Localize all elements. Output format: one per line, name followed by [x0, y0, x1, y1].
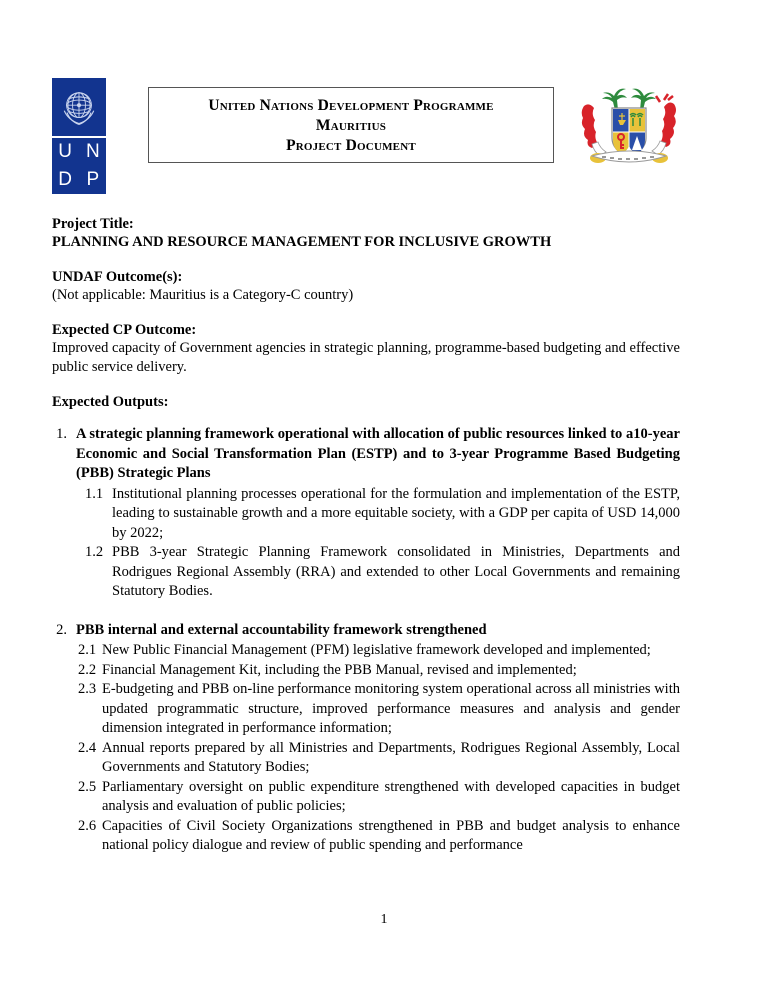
undaf-outcome-label: UNDAF Outcome(s): [52, 269, 183, 285]
subitem-text: Parliamentary oversight on public expenditure strengthened with developed capacities in budget analysis and evaluation of public policies; [102, 778, 680, 814]
subitem-text: E-budgeting and PBB on-line performance monitoring system operational across all ministries with updated programmatic structure, improved performance measures and analysis and gender dimension integrated in performance information; [102, 681, 680, 736]
output-item-2 [52, 621, 680, 856]
output-number: 2. [56, 621, 67, 638]
list-item [52, 641, 680, 661]
list-item [52, 543, 680, 602]
subitem-text: PBB 3-year Strategic Planning Framework consolidated in Ministries, Departments and Rodrigues Regional Assembly (RRA) and extended to other Local Governments and remaining Statutory Bodies. [112, 544, 680, 599]
output-heading: PBB internal and external accountability framework strengthened [76, 621, 487, 638]
undp-letter-grid [52, 138, 106, 194]
undp-letter-n: N [80, 138, 106, 165]
output-item-1 [52, 425, 680, 602]
output-subitem-list [52, 641, 680, 856]
subitem-number: 2.2 [78, 661, 97, 678]
list-item [52, 680, 680, 739]
subitem-number: 1.2 [85, 544, 104, 560]
output-heading-row [52, 621, 680, 641]
subitem-number: 2.5 [78, 778, 97, 795]
cp-outcome-label: Expected CP Outcome: [52, 322, 197, 338]
subitem-number: 2.1 [78, 642, 97, 658]
undp-letter-u: U [52, 138, 78, 165]
list-item [52, 485, 680, 544]
project-title-value: PLANNING AND RESOURCE MANAGEMENT FOR INCLUSIVE GROWTH [52, 234, 552, 250]
output-number: 1. [56, 426, 67, 442]
output-heading-row [52, 425, 680, 484]
subitem-text: Institutional planning processes operational for the formulation and implementation of the ESTP, leading to sustainable growth and a more equitable society, with a GDP per capita of USD 14,000 by 2022; [112, 485, 680, 541]
header-title-line-2: Mauritius [315, 117, 387, 134]
subitem-text: Capacities of Civil Society Organizations strengthened in PBB and budget analysis to enhance national policy dialogue and review of public spending and performance [102, 817, 680, 853]
document-header [52, 78, 682, 198]
list-item [52, 778, 680, 817]
list-item [52, 661, 680, 681]
page-footer [0, 912, 768, 928]
document-body [52, 215, 680, 856]
spacer [52, 304, 680, 321]
undp-letter-d: D [52, 166, 78, 193]
subitem-number: 2.3 [78, 681, 97, 697]
output-subitem-list [52, 485, 680, 602]
cp-outcome-text: Improved capacity of Government agencies in strategic planning, programme-based budgeting and effective public service delivery. [52, 340, 680, 375]
undaf-outcome-value: (Not applicable: Mauritius is a Category-C country) [52, 287, 354, 303]
subitem-number: 2.4 [78, 739, 97, 756]
subitem-number: 2.6 [78, 817, 97, 834]
header-title-line-1: United Nations Development Programme [208, 97, 494, 114]
mauritius-coat-of-arms-icon [576, 82, 682, 172]
subitem-text: New Public Financial Management (PFM) legislative framework developed and implemented; [102, 642, 651, 658]
spacer [52, 411, 680, 425]
expected-outputs-label: Expected Outputs: [52, 394, 169, 410]
undp-letter-p: P [80, 166, 106, 193]
output-heading: A strategic planning framework operational with allocation of public resources linked to a10-year Economic and Social Transformation Plan (ESTP) and to 3-year Programme Based Budgeting (PBB) Strategic Plans [76, 426, 680, 481]
header-title-box [148, 87, 554, 163]
spacer [52, 602, 680, 621]
page-number: 1 [380, 912, 388, 927]
subitem-number: 1.1 [85, 485, 104, 502]
subitem-text: Financial Management Kit, including the PBB Manual, revised and implemented; [102, 661, 577, 678]
subitem-text: Annual reports prepared by all Ministries and Departments, Rodrigues Regional Assembly, Local Governments and Statutory Bodies; [102, 739, 680, 775]
list-item [52, 739, 680, 778]
project-title-label: Project Title: [52, 216, 134, 232]
header-title-line-3: Project Document [286, 137, 416, 154]
undp-logo [52, 78, 106, 192]
un-globe-emblem-icon [52, 78, 106, 136]
list-item [52, 817, 680, 856]
spacer [52, 376, 680, 393]
spacer [52, 251, 680, 268]
